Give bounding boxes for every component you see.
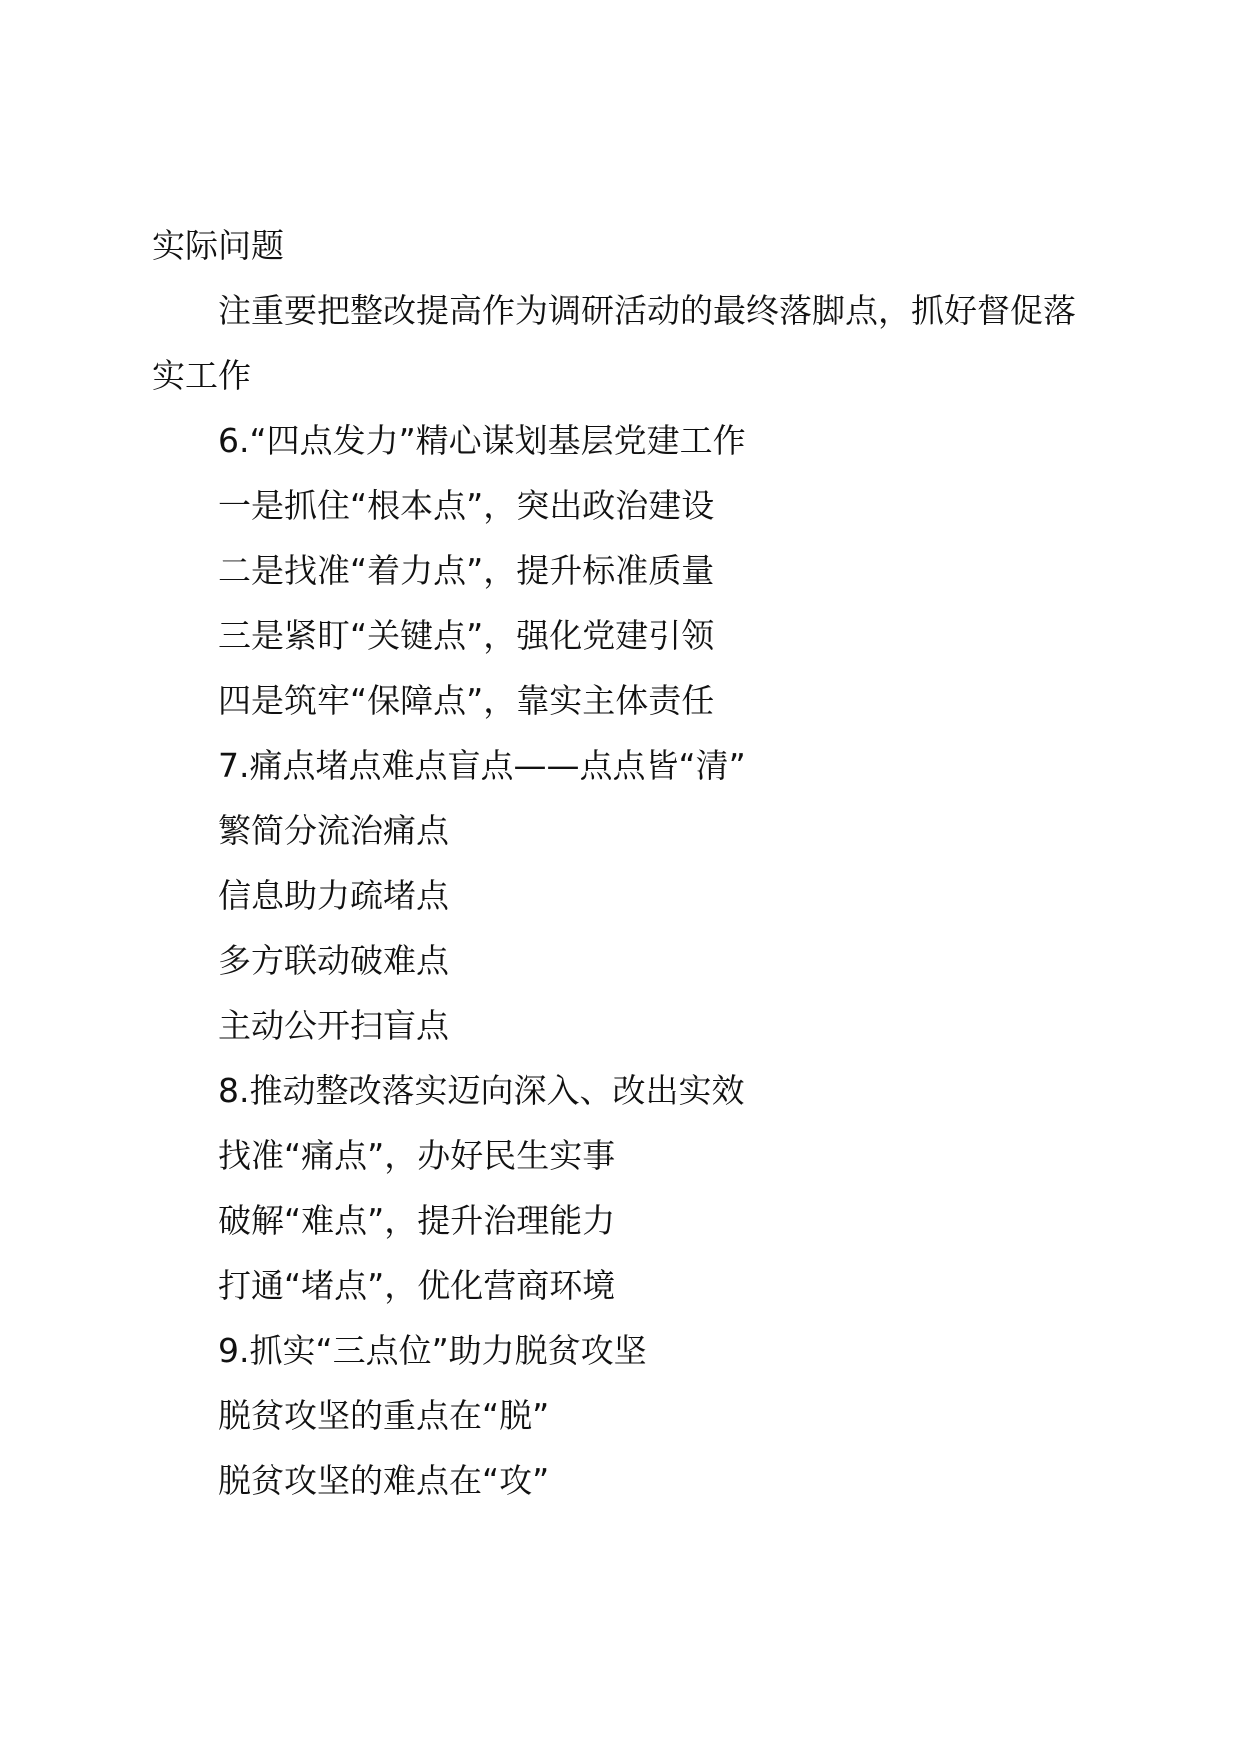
section-heading: 9.抓实“三点位”助力脱贫攻坚 bbox=[218, 1331, 647, 1370]
section-heading: 7.痛点堵点难点盲点——点点皆“清” bbox=[218, 746, 746, 785]
list-item: 脱贫攻坚的难点在“攻” bbox=[218, 1461, 550, 1500]
section-heading: 8.推动整改落实迈向深入、改出实效 bbox=[218, 1071, 745, 1110]
text-line: 实际问题 bbox=[152, 226, 284, 265]
list-item: 三是紧盯“关键点”，强化党建引领 bbox=[218, 616, 715, 655]
paragraph: 注重要把整改提高作为调研活动的最终落脚点，抓好督促落实工作 bbox=[152, 291, 1076, 395]
list-item: 信息助力疏堵点 bbox=[218, 876, 449, 915]
list-item: 一是抓住“根本点”，突出政治建设 bbox=[218, 486, 715, 525]
list-item: 破解“难点”，提升治理能力 bbox=[218, 1201, 616, 1240]
list-item: 找准“痛点”，办好民生实事 bbox=[218, 1136, 616, 1175]
list-item: 主动公开扫盲点 bbox=[218, 1006, 449, 1045]
list-item: 四是筑牢“保障点”，靠实主体责任 bbox=[218, 681, 715, 720]
list-item: 二是找准“着力点”，提升标准质量 bbox=[218, 551, 715, 590]
document-body bbox=[152, 213, 1092, 1513]
section-heading: 6.“四点发力”精心谋划基层党建工作 bbox=[218, 421, 746, 460]
list-item: 脱贫攻坚的重点在“脱” bbox=[218, 1396, 550, 1435]
list-item: 打通“堵点”，优化营商环境 bbox=[218, 1266, 616, 1305]
list-item: 多方联动破难点 bbox=[218, 941, 449, 980]
list-item: 繁简分流治痛点 bbox=[218, 811, 449, 850]
